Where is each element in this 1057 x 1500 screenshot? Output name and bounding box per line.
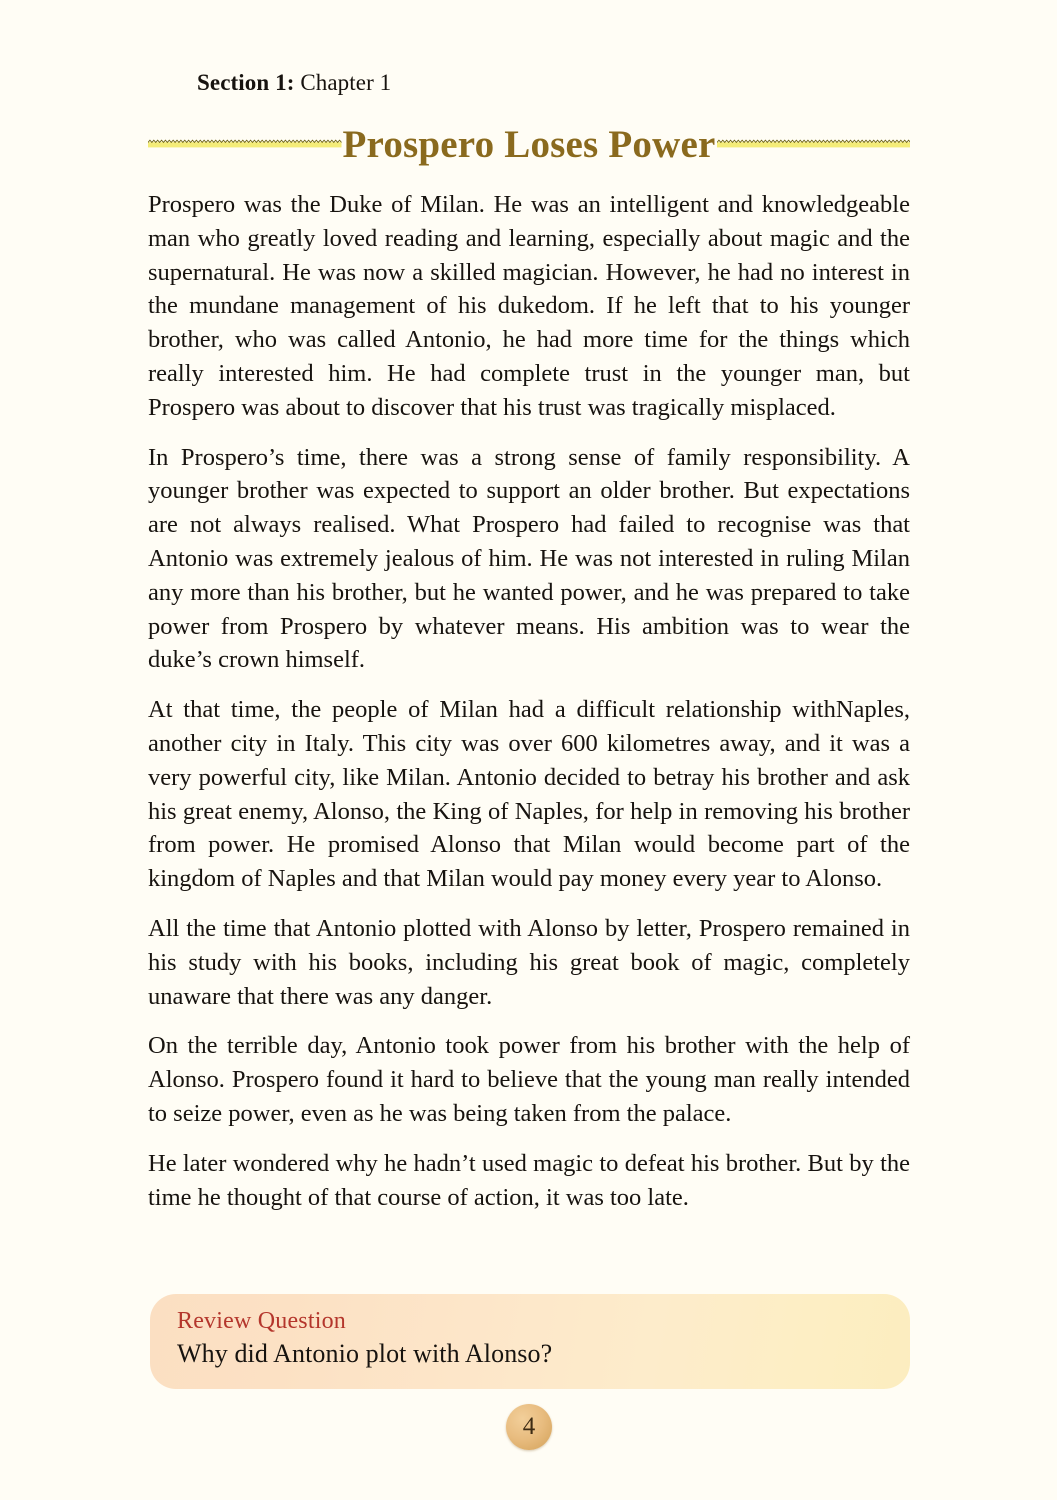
paragraph: On the terrible day, Antonio took power from his brother with the help of Alonso. Prospero found it hard to believe that the young man really intended to seize power, even as he was being taken from the palace. [148, 1032, 910, 1127]
paragraph: In Prospero’s time, there was a strong sense of family responsibility. A younger brother was expected to support an older brother. But expectations are not always realised. What Prospero had failed to recognise was that Antonio was extremely jealous of him. He was not interested in ruling Milan any more than his brother, but he wanted power, and he was prepared to take power from Prospero by whatever means. His ambition was to wear the duke’s crown himself. [148, 443, 910, 674]
body-text [148, 188, 910, 1214]
paragraph: He later wondered why he hadn’t used magic to defeat his brother. But by the time he thought of that course of action, it was too late. [148, 1149, 910, 1211]
page-number-badge [506, 1404, 552, 1450]
review-question-box [150, 1294, 910, 1389]
chapter-title-row [148, 118, 910, 170]
review-question-label: Review Question [177, 1308, 346, 1334]
paragraph: All the time that Antonio plotted with Alonso by letter, Prospero remained in his study with his books, including his great book of magic, completely unaware that there was any danger. [148, 914, 910, 1010]
page-number: 4 [522, 1412, 536, 1440]
section-header [197, 70, 391, 96]
wavy-rule-left-icon [148, 139, 342, 149]
section-label: Section 1: [197, 70, 295, 95]
wavy-rule-right-icon [717, 139, 911, 149]
chapter-label: Chapter 1 [294, 70, 392, 95]
paragraph: Prospero was the Duke of Milan. He was an intelligent and knowledgeable man who greatly loved reading and learning, especially about magic and the supernatural. He was now a skilled magician. However, he had no interest in the mundane management of his dukedom. If he left that to his younger brother, who was called Antonio, he had more time for the things which really interested him. He had complete trust in the younger man, but Prospero was about to discover that his trust was tragically misplaced. [148, 191, 910, 421]
paragraph-naples [148, 693, 910, 896]
paragraph-remainder: Naples, another city in Italy. This city was over 600 kilometres away, and it was a very powerful city, like Milan. Antonio decided to betray his brother and ask his great enemy, Alonso, the King of Naples, for help in removing his brother from power. He promised Alonso that Milan would become part of the kingdom of Naples and that Milan would pay money every year to Alonso. [148, 696, 910, 893]
review-question-text: Why did Antonio plot with Alonso? [177, 1339, 553, 1368]
page-title: Prospero Loses Power [342, 122, 716, 166]
paragraph-line: At that time, the people of Milan had a difficult relationship with [148, 696, 836, 724]
